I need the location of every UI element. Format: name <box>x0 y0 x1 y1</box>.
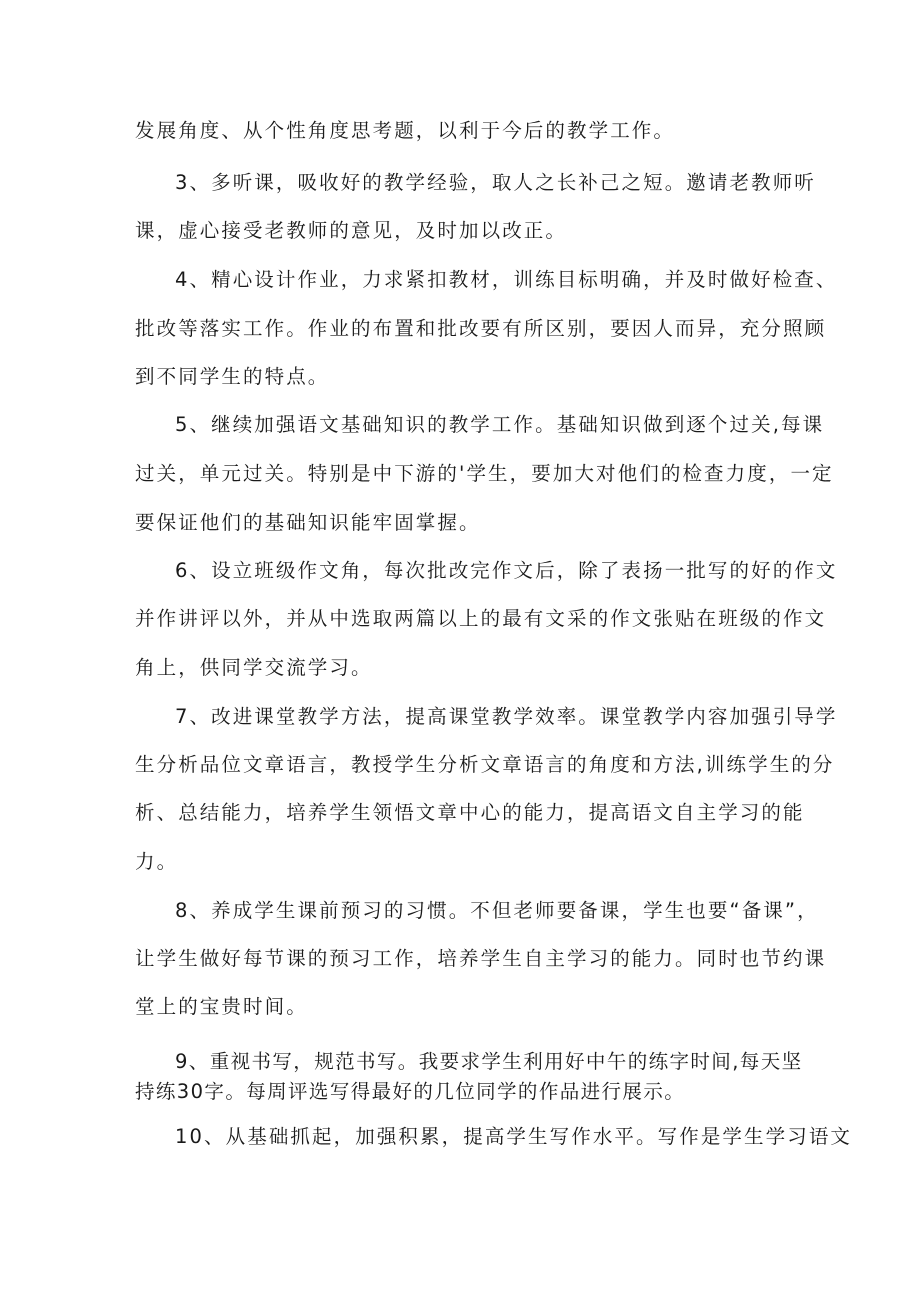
text-line: 3、多听课，吸收好的教学经验，取人之长补己之短。邀请老教师听 <box>175 171 816 194</box>
text-line: 4、精心设计作业，力求紧扣教材，训练目标明确，并及时做好检查、 <box>175 268 838 291</box>
text-line: 课，虚心接受老教师的意见，及时加以改正。 <box>135 219 568 242</box>
text-line: 5、继续加强语文基础知识的教学工作。基础知识做到逐个过关,每课 <box>175 413 825 436</box>
text-line: 7、改进课堂教学方法，提高课堂教学效率。课堂教学内容加强引导学 <box>175 705 838 728</box>
text-line: 持练30字。每周评选写得最好的几位同学的作品进行展示。 <box>135 1080 686 1103</box>
text-line: 力。 <box>135 850 179 873</box>
text-line: 批改等落实工作。作业的布置和批改要有所区别，要因人而异，充分照顾 <box>135 317 827 340</box>
text-line: 堂上的宝贵时间。 <box>135 995 308 1018</box>
text-line: 10、从基础抓起，加强积累，提高学生写作水平。写作是学生学习语文 <box>175 1125 853 1148</box>
text-line: 并作讲评以外，并从中选取两篇以上的最有文采的作文张贴在班级的作文 <box>135 607 827 630</box>
text-line: 发展角度、从个性角度思考题，以利于今后的教学工作。 <box>135 119 676 142</box>
text-line: 过关，单元过关。特别是中下游的'学生，要加大对他们的检查力度，一定 <box>135 462 834 485</box>
text-line: 到不同学生的特点。 <box>135 365 330 388</box>
text-line: 6、设立班级作文角，每次批改完作文后，除了表扬一批写的好的作文 <box>175 559 838 582</box>
text-line: 生分析品位文章语言，教授学生分析文章语言的角度和方法,训练学生的分 <box>135 753 835 776</box>
text-line: 要保证他们的基础知识能牢固掌握。 <box>135 511 481 534</box>
text-line: 8、养成学生课前预习的习惯。不但老师要备课，学生也要“备课”， <box>175 899 819 922</box>
text-line: 让学生做好每节课的预习工作，培养学生自主学习的能力。同时也节约课 <box>135 947 827 970</box>
text-line: 9、重视书写，规范书写。我要求学生利用好中午的练字时间,每天坚 <box>175 1050 803 1073</box>
text-line: 析、总结能力，培养学生领悟文章中心的能力，提高语文自主学习的能 <box>135 801 805 824</box>
text-line: 角上，供同学交流学习。 <box>135 656 373 679</box>
